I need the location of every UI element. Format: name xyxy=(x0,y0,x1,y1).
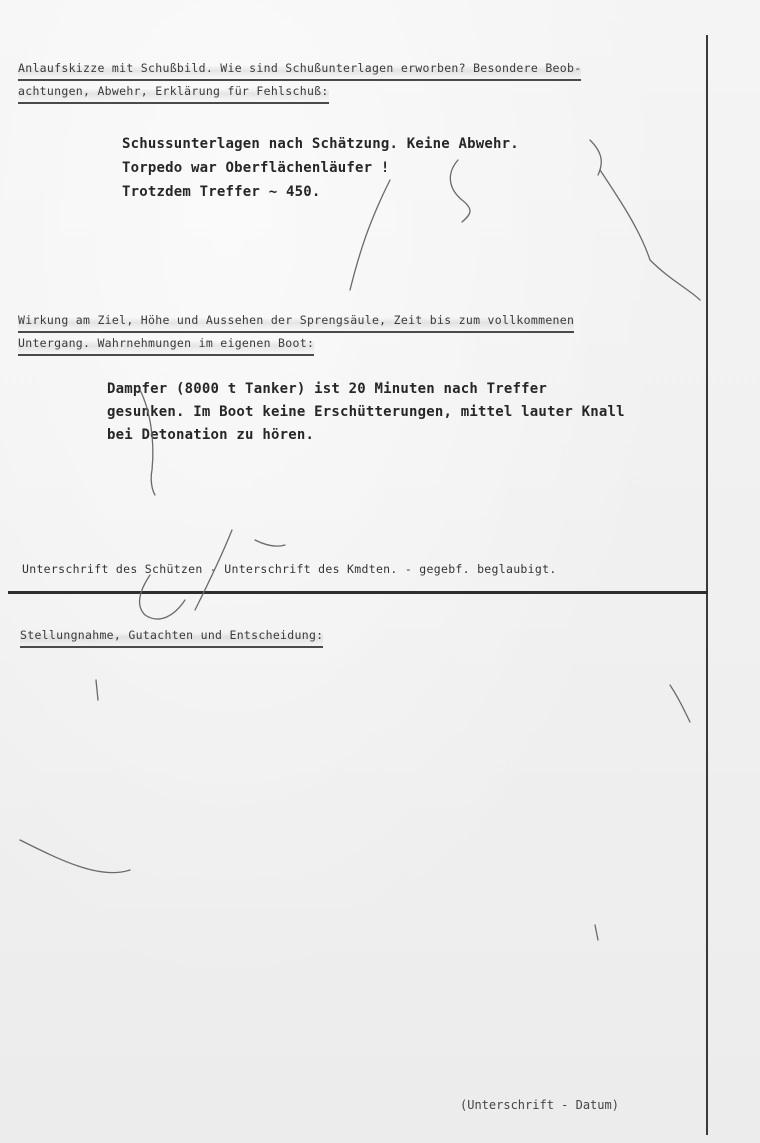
pen-stroke xyxy=(670,685,690,722)
section2-line: bei Detonation zu hören. xyxy=(107,427,315,443)
signature-date-caption: (Unterschrift - Datum) xyxy=(460,1098,619,1112)
pen-stroke xyxy=(96,680,98,700)
section2-heading-line1: Wirkung am Ziel, Höhe und Aussehen der Sprengsäule, Zeit bis zum vollkommenen xyxy=(18,310,574,333)
section1-body xyxy=(122,132,519,204)
pen-stroke xyxy=(595,925,598,940)
pen-stroke xyxy=(590,140,601,175)
section2-heading xyxy=(18,310,574,356)
section-divider xyxy=(8,591,708,594)
right-margin-rule xyxy=(706,35,708,1135)
section2-body xyxy=(107,378,625,447)
section1-heading-line1: Anlaufskizze mit Schußbild. Wie sind Schußunterlagen erworben? Besondere Beob- xyxy=(18,58,581,81)
section2-line: gesunken. Im Boot keine Erschütterungen, mittel lauter Knall xyxy=(107,404,625,420)
pen-stroke xyxy=(255,540,285,546)
section3-heading xyxy=(20,625,323,648)
section1-line: Schussunterlagen nach Schätzung. Keine Abwehr. xyxy=(122,136,519,152)
section1-heading xyxy=(18,58,581,104)
section2-heading-line2: Untergang. Wahrnehmungen im eigenen Boot: xyxy=(18,333,314,356)
pen-stroke xyxy=(140,575,185,619)
section3-heading-text: Stellungnahme, Gutachten und Entscheidung: xyxy=(20,625,323,648)
section1-line: Trotzdem Treffer ~ 450. xyxy=(122,184,321,200)
section1-heading-line2: achtungen, Abwehr, Erklärung für Fehlschuß: xyxy=(18,81,329,104)
section2-line: Dampfer (8000 t Tanker) ist 20 Minuten nach Treffer xyxy=(107,381,548,397)
pen-stroke xyxy=(600,170,700,300)
signature-caption: Unterschrift des Schützen - Unterschrift des Kmdten. - gegebf. beglaubigt. xyxy=(22,562,557,576)
pen-stroke xyxy=(20,840,130,873)
section1-line: Torpedo war Oberflächenläufer ! xyxy=(122,160,390,176)
